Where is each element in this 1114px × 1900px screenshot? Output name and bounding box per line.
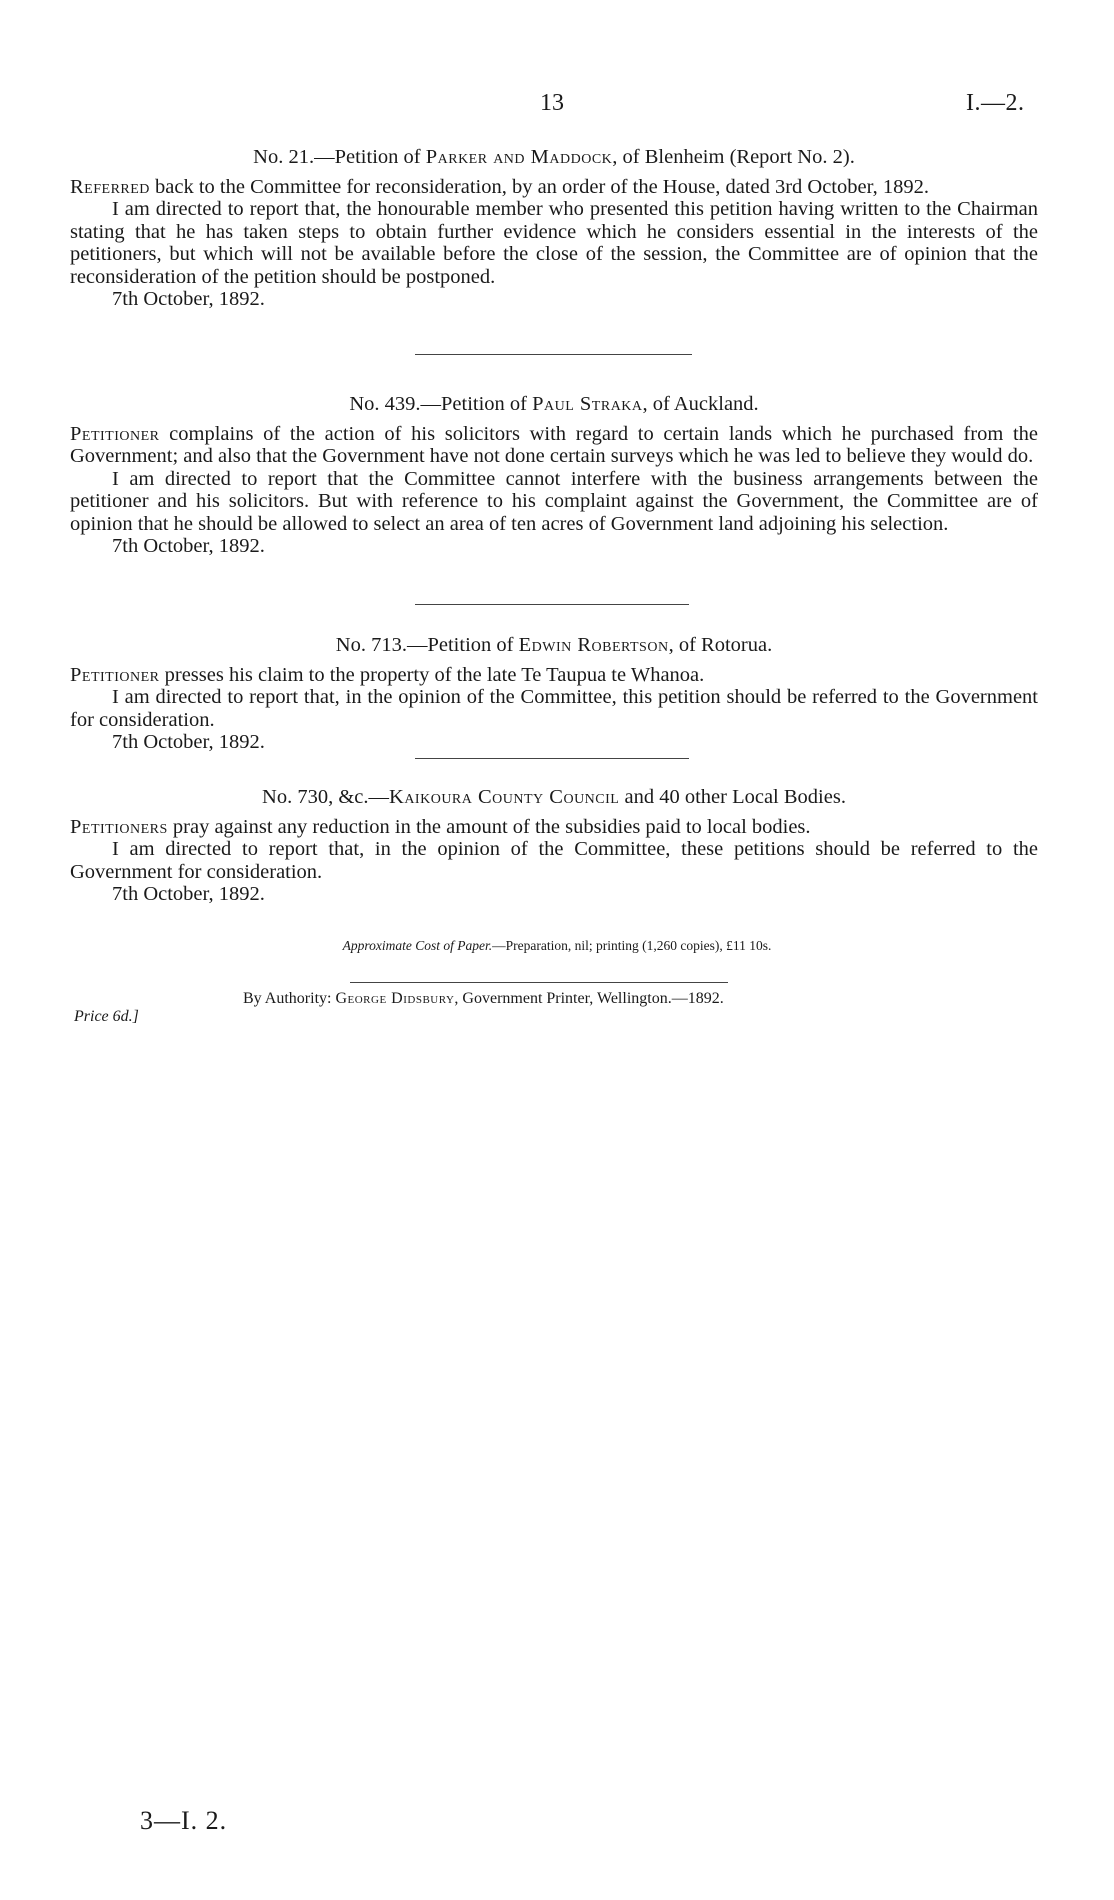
paragraph-lead: Petitioner [70, 663, 160, 686]
petitioner-name: Kaikoura County Council [389, 786, 620, 808]
petition-title [70, 393, 1038, 416]
report-paragraph: I am directed to report that the Committee cannot interfere with the business arrangements between the petitioner and his solicitors. But with reference to his complaint against the Government, the Committee are of opinion that he should be allowed to select an area of ten acres of Government land adjoining his selection. [70, 467, 1038, 535]
report-date: 7th October, 1892. [112, 288, 265, 310]
printer-name: George Didsbury [335, 990, 455, 1007]
title-prefix: No. 21.—Petition of [253, 146, 426, 168]
petition-section-713 [70, 634, 1038, 754]
report-date: 7th October, 1892. [112, 883, 265, 905]
authority-prefix: By Authority: [243, 990, 336, 1007]
prayer-paragraph [70, 816, 1038, 839]
title-suffix: , of Auckland. [642, 393, 759, 415]
section-divider [415, 604, 689, 605]
petitioner-name: Paul Straka [532, 393, 643, 415]
report-paragraph: I am directed to report that, the honourable member who presented this petition having written to the Chairman stating that he has taken steps to obtain further evidence which he considers essential in the interests of the petitioners, but which will not be available before the close of the session, the Committee are of opinion that the reconsideration of the petition should be postponed. [70, 198, 1038, 288]
petitioner-name: Parker and Maddock [425, 146, 613, 168]
price-note: Price 6d.] [74, 1008, 139, 1025]
paragraph-text: back to the Committee for reconsideration, by an order of the House, dated 3rd October, 1892. [149, 175, 929, 198]
paragraph-lead: Petitioners [70, 815, 168, 838]
section-divider [415, 354, 692, 355]
document-reference: I.—2. [966, 90, 1025, 116]
paragraph-lead: Petitioner [70, 422, 160, 445]
paragraph-lead: Referred [70, 175, 150, 198]
authority-suffix: , Government Printer, Wellington.—1892. [454, 990, 724, 1007]
cost-details: —Preparation, nil; printing (1,260 copies), £11 10s. [492, 938, 772, 953]
report-paragraph: I am directed to report that, in the opinion of the Committee, this petition should be referred to the Government for consideration. [70, 686, 1038, 731]
report-paragraph: I am directed to report that, in the opinion of the Committee, these petitions should be referred to the Government for consideration. [70, 838, 1038, 883]
complaint-paragraph [70, 423, 1038, 468]
title-suffix: and 40 other Local Bodies. [619, 786, 846, 808]
paragraph-text: pray against any reduction in the amount of the subsidies paid to local bodies. [167, 815, 811, 838]
cost-of-paper-note [0, 938, 1114, 954]
claim-paragraph [70, 664, 1038, 687]
petition-section-730 [70, 786, 1038, 906]
title-suffix: , of Rotorua. [668, 634, 773, 656]
petition-title [70, 146, 1038, 169]
cost-label: Approximate Cost of Paper. [342, 938, 493, 953]
title-prefix: No. 713.—Petition of [335, 634, 519, 656]
petition-title [70, 786, 1038, 809]
sheet-signature-mark: 3—I. 2. [140, 1806, 228, 1835]
report-date: 7th October, 1892. [112, 731, 265, 753]
petitioner-name: Edwin Robertson [518, 634, 669, 656]
petition-title [70, 634, 1038, 657]
paragraph-text: presses his claim to the property of the late Te Taupua te Whanoa. [159, 663, 705, 686]
paragraph-text: complains of the action of his solicitors with regard to certain lands which he purchased from the Government; and also that the Government have not done certain surveys which he was led to believe they would do. [70, 422, 1038, 467]
report-date: 7th October, 1892. [112, 535, 265, 557]
title-prefix: No. 730, &c.— [262, 786, 390, 808]
petition-section-21 [70, 146, 1038, 311]
title-suffix: , of Blenheim (Report No. 2). [612, 146, 855, 168]
petition-section-439 [70, 393, 1038, 558]
printer-authority-line [243, 990, 724, 1008]
footer-divider [350, 982, 728, 983]
page-number: 13 [540, 90, 564, 116]
referral-paragraph [70, 176, 1038, 199]
section-divider [415, 758, 689, 759]
title-prefix: No. 439.—Petition of [349, 393, 533, 415]
